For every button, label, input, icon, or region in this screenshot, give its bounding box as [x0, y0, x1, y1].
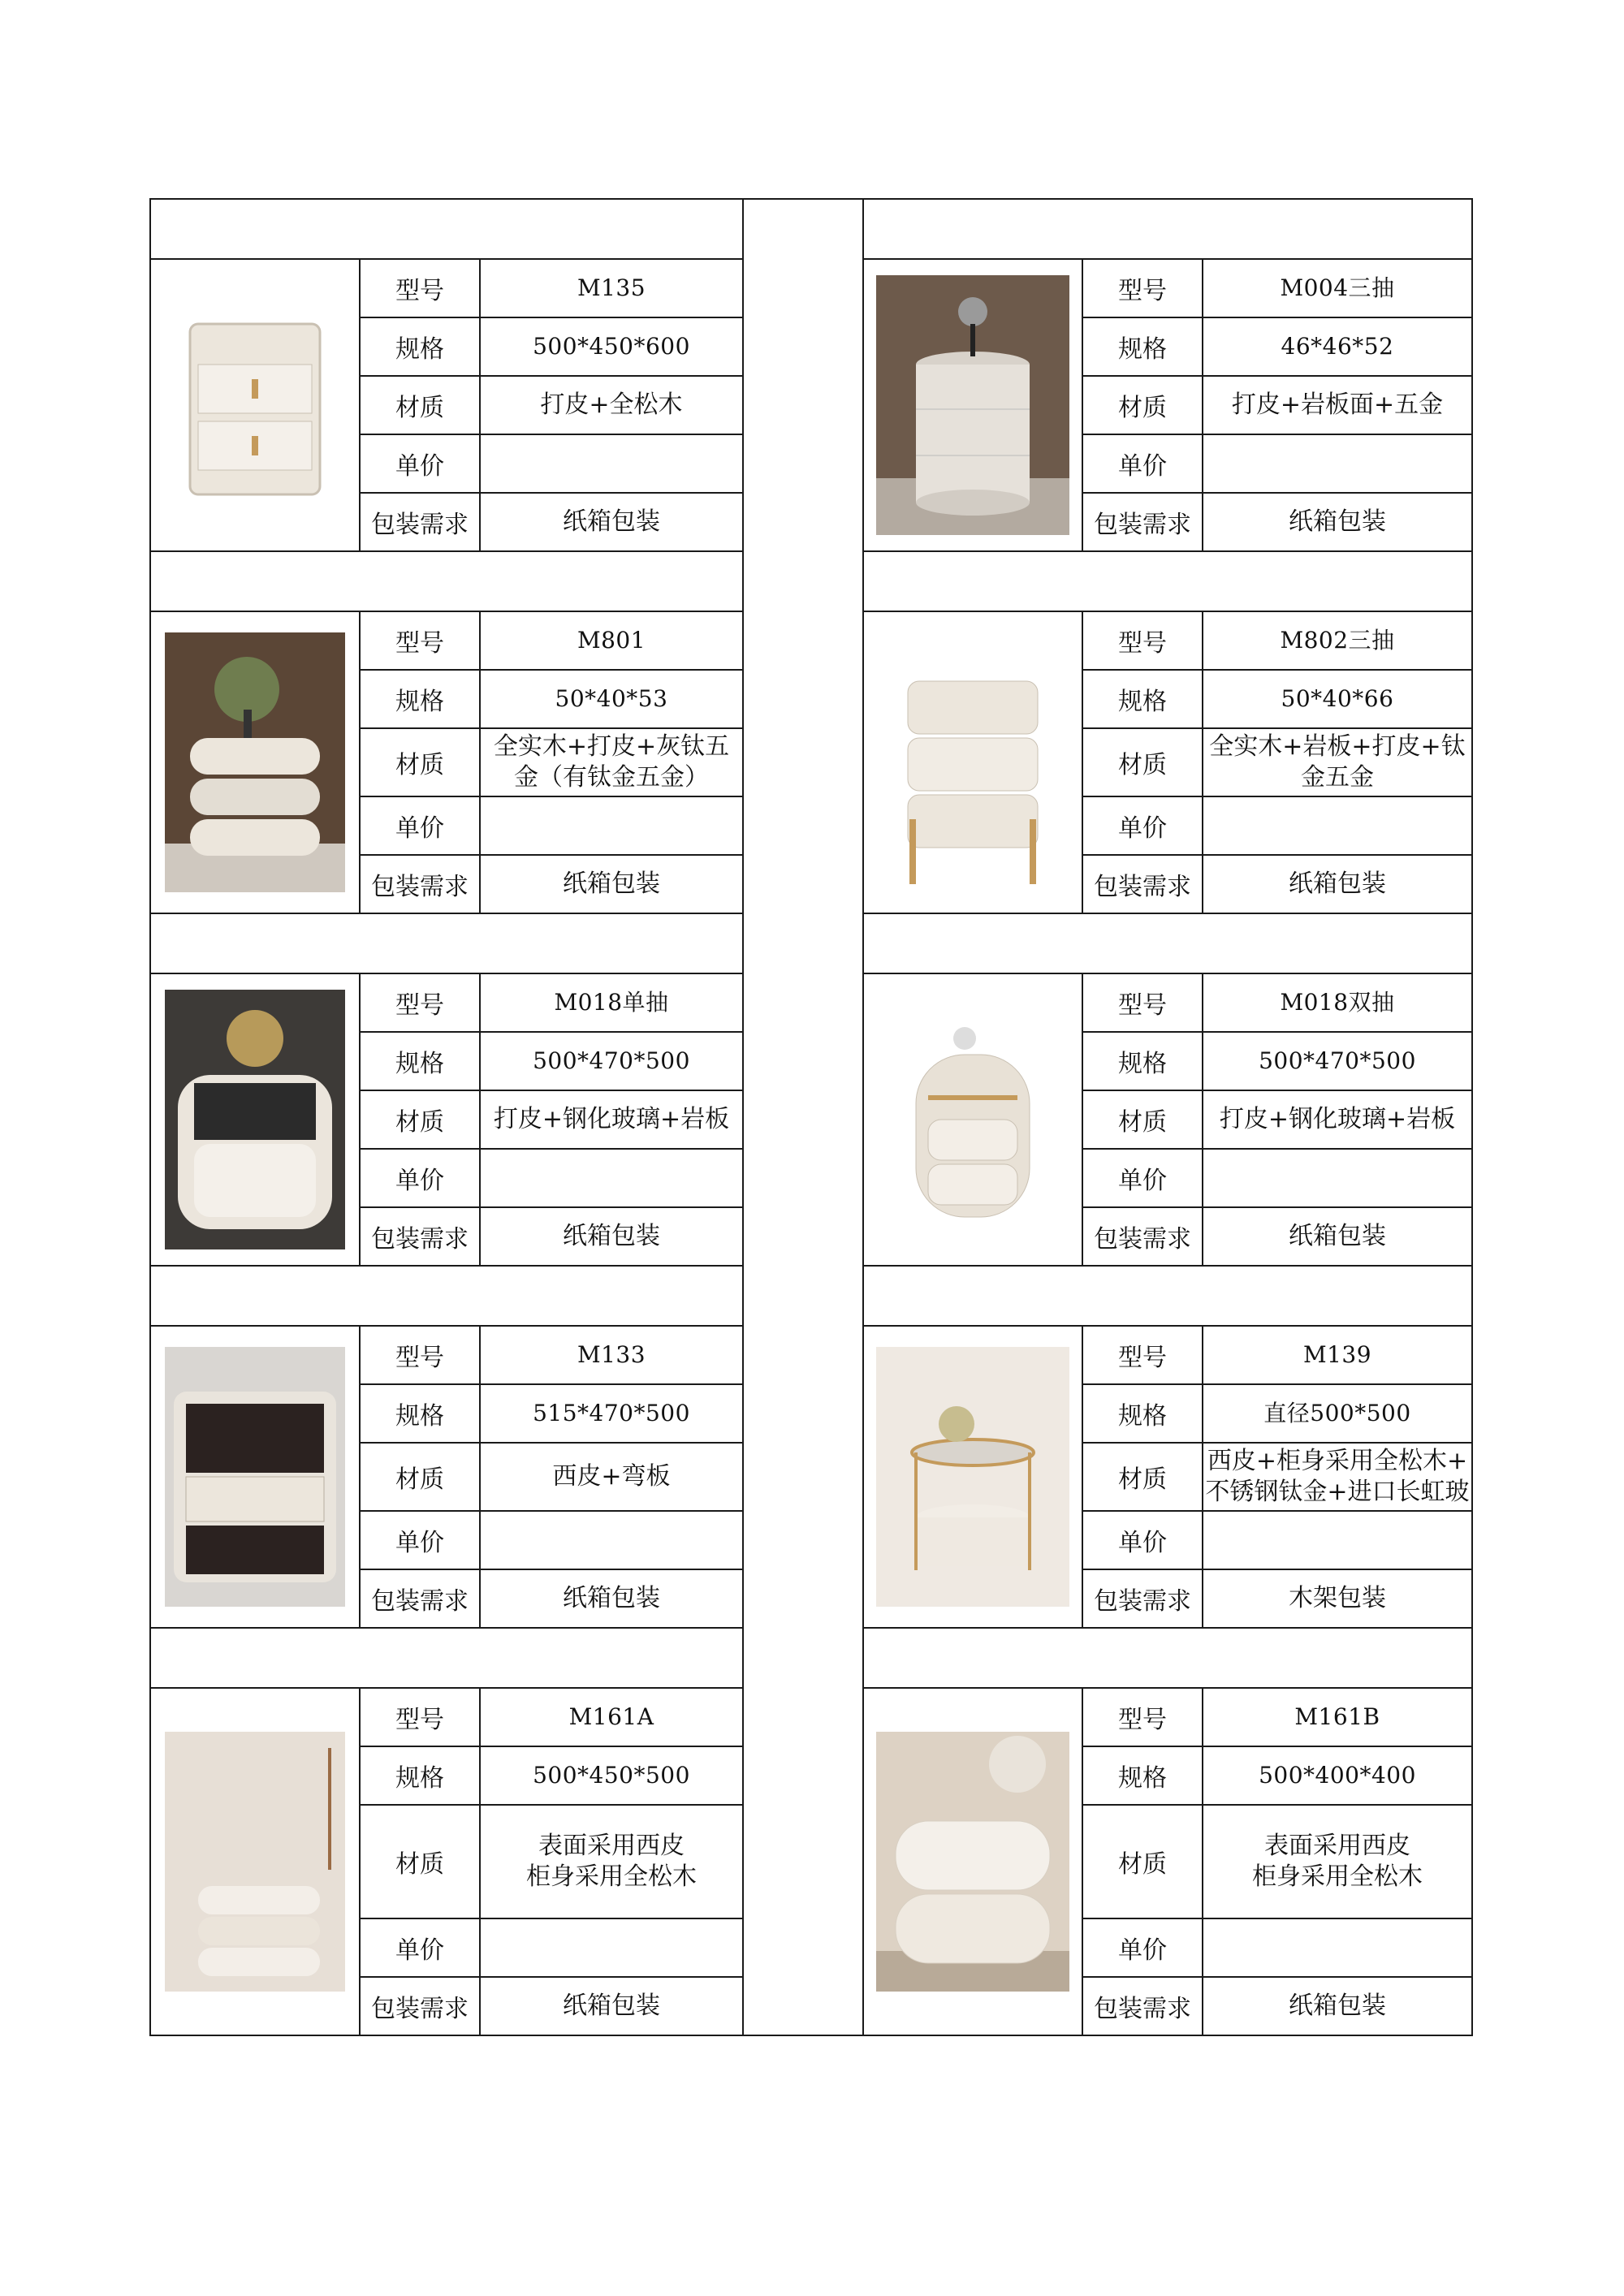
value-spec: 500*470*500 — [1203, 1032, 1472, 1090]
label-material: 材质 — [1082, 728, 1203, 796]
label-price: 单价 — [360, 796, 480, 855]
label-spec: 规格 — [360, 1384, 480, 1443]
label-material: 材质 — [360, 376, 480, 434]
material-line: 打皮+钢化玻璃+岩板 — [1219, 1105, 1456, 1133]
value-packing: 木架包装 — [1203, 1569, 1472, 1628]
value-spec: 500*470*500 — [480, 1032, 743, 1090]
label-packing: 包装需求 — [360, 855, 480, 913]
value-material — [480, 376, 743, 434]
value-model: M139 — [1203, 1326, 1472, 1384]
label-model: 型号 — [360, 1326, 480, 1384]
label-model: 型号 — [360, 259, 480, 317]
value-model: M801 — [480, 611, 743, 670]
label-price: 单价 — [1082, 1149, 1203, 1207]
blank-header-right — [863, 551, 1472, 611]
value-spec: 500*450*600 — [480, 317, 743, 376]
material-line: 西皮+柜身采用全松木+ — [1207, 1447, 1468, 1475]
product-image — [863, 1326, 1082, 1628]
label-spec: 规格 — [360, 1746, 480, 1805]
label-packing: 包装需求 — [1082, 855, 1203, 913]
value-model: M004三抽 — [1203, 259, 1472, 317]
label-model: 型号 — [1082, 1326, 1203, 1384]
value-packing: 纸箱包装 — [1203, 493, 1472, 551]
blank-header-right — [863, 1266, 1472, 1326]
material-line: 金五金 — [1301, 763, 1374, 792]
material-line: 打皮+全松木 — [540, 391, 683, 419]
value-price — [1203, 796, 1472, 855]
blank-header-left — [150, 1628, 743, 1688]
label-packing: 包装需求 — [360, 1207, 480, 1266]
value-price — [480, 796, 743, 855]
label-material: 材质 — [360, 728, 480, 796]
value-material — [1203, 376, 1472, 434]
label-price: 单价 — [360, 1511, 480, 1569]
value-price — [480, 1918, 743, 1977]
label-packing: 包装需求 — [360, 1977, 480, 2035]
material-line: 柜身采用全松木 — [1252, 1862, 1423, 1891]
label-model: 型号 — [360, 973, 480, 1032]
label-packing: 包装需求 — [360, 1569, 480, 1628]
value-model: M135 — [480, 259, 743, 317]
material-line: 柜身采用全松木 — [526, 1862, 697, 1891]
value-spec: 50*40*53 — [480, 670, 743, 728]
label-spec: 规格 — [1082, 1032, 1203, 1090]
value-packing: 纸箱包装 — [480, 1207, 743, 1266]
value-spec: 直径500*500 — [1203, 1384, 1472, 1443]
value-material — [1203, 1443, 1472, 1511]
label-packing: 包装需求 — [1082, 1207, 1203, 1266]
value-model: M133 — [480, 1326, 743, 1384]
label-price: 单价 — [1082, 1918, 1203, 1977]
label-spec: 规格 — [360, 317, 480, 376]
label-model: 型号 — [1082, 611, 1203, 670]
product-image — [863, 1688, 1082, 2035]
label-model: 型号 — [360, 611, 480, 670]
value-price — [1203, 1511, 1472, 1569]
value-price — [480, 1149, 743, 1207]
label-model: 型号 — [1082, 259, 1203, 317]
value-model: M018双抽 — [1203, 973, 1472, 1032]
blank-header-left — [150, 1266, 743, 1326]
label-spec: 规格 — [360, 1032, 480, 1090]
product-image — [863, 973, 1082, 1266]
blank-header-right — [863, 913, 1472, 973]
product-sheet — [149, 198, 1473, 2036]
label-model: 型号 — [360, 1688, 480, 1746]
value-material — [1203, 728, 1472, 796]
label-model: 型号 — [1082, 1688, 1203, 1746]
label-price: 单价 — [1082, 1511, 1203, 1569]
label-material: 材质 — [360, 1090, 480, 1149]
blank-header-left — [150, 199, 743, 259]
value-material — [1203, 1090, 1472, 1149]
label-spec: 规格 — [1082, 1384, 1203, 1443]
value-packing: 纸箱包装 — [480, 1977, 743, 2035]
value-packing: 纸箱包装 — [1203, 1207, 1472, 1266]
product-image — [150, 1688, 360, 2035]
value-price — [1203, 1149, 1472, 1207]
label-packing: 包装需求 — [1082, 1977, 1203, 2035]
label-price: 单价 — [360, 1918, 480, 1977]
value-model: M802三抽 — [1203, 611, 1472, 670]
value-price — [480, 434, 743, 493]
material-line: 表面采用西皮 — [538, 1832, 685, 1860]
value-model: M161B — [1203, 1688, 1472, 1746]
label-spec: 规格 — [1082, 317, 1203, 376]
product-image — [150, 259, 360, 551]
product-image — [150, 611, 360, 913]
blank-header-left — [150, 551, 743, 611]
product-image — [150, 973, 360, 1266]
label-material: 材质 — [1082, 1805, 1203, 1918]
label-spec: 规格 — [360, 670, 480, 728]
material-line: 打皮+岩板面+五金 — [1231, 391, 1444, 419]
material-line: 全实木+打皮+灰钛五 — [493, 732, 730, 761]
value-model: M161A — [480, 1688, 743, 1746]
material-line: 西皮+弯板 — [552, 1462, 671, 1491]
label-price: 单价 — [1082, 434, 1203, 493]
blank-header-right — [863, 1628, 1472, 1688]
value-model: M018单抽 — [480, 973, 743, 1032]
label-model: 型号 — [1082, 973, 1203, 1032]
value-material — [1203, 1805, 1472, 1918]
product-image — [863, 611, 1082, 913]
label-price: 单价 — [360, 1149, 480, 1207]
value-material — [480, 1090, 743, 1149]
value-packing: 纸箱包装 — [480, 1569, 743, 1628]
value-material — [480, 1443, 743, 1511]
material-line: 金（有钛金五金） — [514, 763, 709, 792]
product-image — [863, 259, 1082, 551]
material-line: 全实木+岩板+打皮+钛 — [1209, 732, 1466, 761]
value-price — [1203, 1918, 1472, 1977]
label-material: 材质 — [1082, 376, 1203, 434]
value-price — [480, 1511, 743, 1569]
label-material: 材质 — [1082, 1443, 1203, 1511]
value-packing: 纸箱包装 — [1203, 1977, 1472, 2035]
label-spec: 规格 — [1082, 670, 1203, 728]
label-material: 材质 — [360, 1805, 480, 1918]
material-line: 打皮+钢化玻璃+岩板 — [493, 1105, 730, 1133]
label-price: 单价 — [1082, 796, 1203, 855]
value-spec: 500*400*400 — [1203, 1746, 1472, 1805]
label-material: 材质 — [1082, 1090, 1203, 1149]
value-spec: 50*40*66 — [1203, 670, 1472, 728]
label-spec: 规格 — [1082, 1746, 1203, 1805]
value-packing: 纸箱包装 — [480, 493, 743, 551]
material-line: 表面采用西皮 — [1264, 1832, 1410, 1860]
label-price: 单价 — [360, 434, 480, 493]
value-material — [480, 728, 743, 796]
value-spec: 46*46*52 — [1203, 317, 1472, 376]
value-material — [480, 1805, 743, 1918]
blank-header-left — [150, 913, 743, 973]
material-line: 不锈钢钛金+进口长虹玻 — [1205, 1478, 1470, 1506]
value-packing: 纸箱包装 — [1203, 855, 1472, 913]
value-packing: 纸箱包装 — [480, 855, 743, 913]
value-spec: 515*470*500 — [480, 1384, 743, 1443]
value-spec: 500*450*500 — [480, 1746, 743, 1805]
blank-header-right — [863, 199, 1472, 259]
value-price — [1203, 434, 1472, 493]
product-image — [150, 1326, 360, 1628]
label-packing: 包装需求 — [360, 493, 480, 551]
divider-column — [743, 199, 863, 2035]
label-packing: 包装需求 — [1082, 493, 1203, 551]
label-packing: 包装需求 — [1082, 1569, 1203, 1628]
label-material: 材质 — [360, 1443, 480, 1511]
